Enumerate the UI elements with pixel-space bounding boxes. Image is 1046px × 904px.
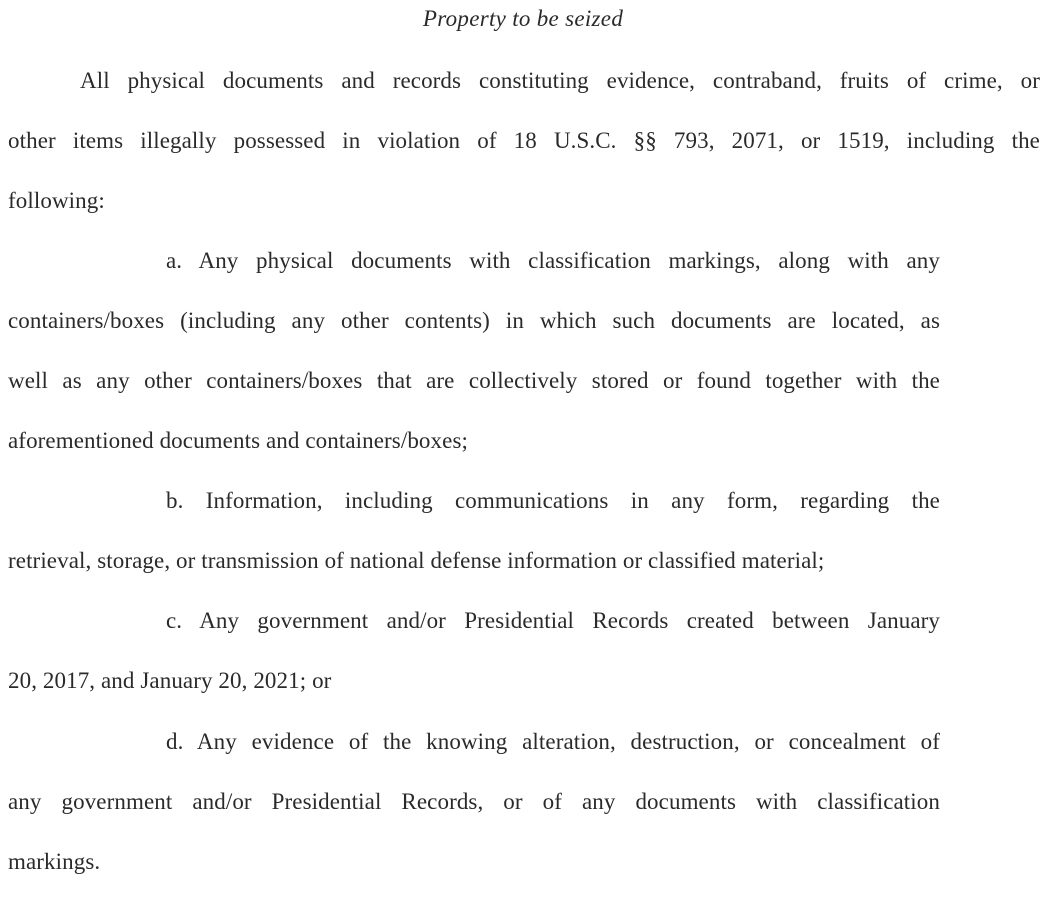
item-d-line-1: d. Any evidence of the knowing alteration, destruction, or concealment of <box>166 729 940 754</box>
document-title: Property to be seized <box>422 6 624 31</box>
item-d-line-2: any government and/or Presidential Records, or of any documents with classification <box>8 789 940 814</box>
item-c-line-1: c. Any government and/or Presidential Records created between January <box>166 608 940 633</box>
item-a-line-4: aforementioned documents and containers/boxes; <box>8 428 468 453</box>
item-a-line-2: containers/boxes (including any other contents) in which such documents are located, as <box>8 308 940 333</box>
item-b-line-1: b. Information, including communications in any form, regarding the <box>166 488 940 513</box>
item-c-line-2: 20, 2017, and January 20, 2021; or <box>8 668 332 693</box>
item-a-line-3: well as any other containers/boxes that are collectively stored or found together with the <box>8 368 940 393</box>
intro-line-2: other items illegally possessed in violation of 18 U.S.C. §§ 793, 2071, or 1519, including the <box>8 128 1040 153</box>
item-d-line-3: markings. <box>8 849 101 874</box>
intro-line-1: All physical documents and records constituting evidence, contraband, fruits of crime, or <box>80 68 1040 93</box>
item-b-line-2: retrieval, storage, or transmission of national defense information or classified material; <box>8 548 825 573</box>
intro-line-3: following: <box>8 188 105 213</box>
item-a-line-1: a. Any physical documents with classification markings, along with any <box>166 248 940 273</box>
